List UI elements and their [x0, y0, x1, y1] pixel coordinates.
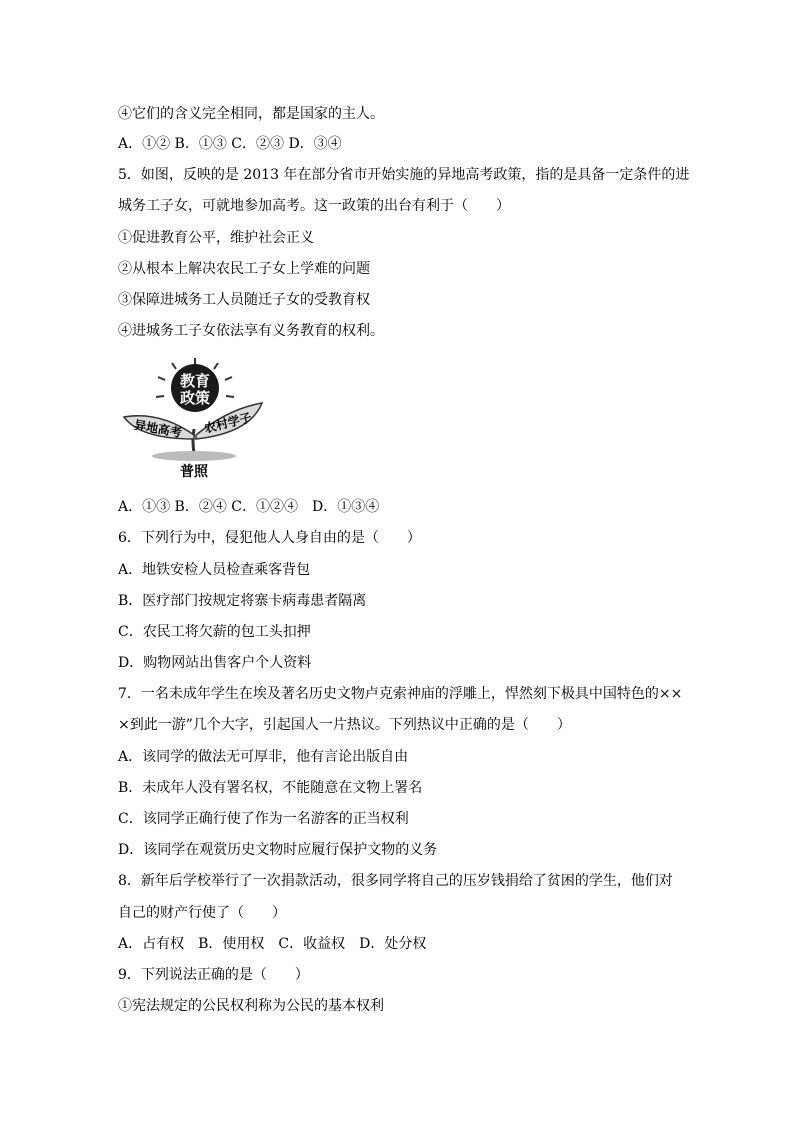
- text-line: ②从根本上解决农民工子女上学难的问题: [118, 261, 370, 277]
- text-line: 城务工子女，可就地参加高考。这一政策的出台有利于（ ）: [118, 198, 510, 214]
- ground-shadow: [152, 451, 236, 461]
- text-line: 8．新年后学校举行了一次捐款活动，很多同学将自己的压岁钱捐给了贫困的学生，他们对: [118, 873, 673, 889]
- education-policy-figure: [120, 355, 265, 480]
- text-line: 自己的财产行使了（ ）: [118, 905, 286, 921]
- figure-illustration: [120, 355, 265, 480]
- plant-stem: [193, 429, 194, 453]
- text-line: ①宪法规定的公民权利称为公民的基本权利: [118, 998, 384, 1014]
- text-line: 6．下列行为中，侵犯他人人身自由的是（ ）: [118, 530, 421, 546]
- text-line: B．医疗部门按规定将寨卡病毒患者隔离: [118, 593, 367, 609]
- text-line: D．购物网站出售客户个人资料: [118, 655, 312, 671]
- text-line: A．占有权 B．使用权 C．收益权 D．处分权: [118, 936, 427, 952]
- text-line: 7．一名未成年学生在埃及著名历史文物卢克索神庙的浮雕上，悍然刻下极具中国特色的××: [118, 686, 683, 702]
- text-line: A．①③ B．②④ C．①②④ D．①③④: [118, 499, 380, 515]
- text-line: C．该同学正确行使了作为一名游客的正当权利: [118, 811, 409, 827]
- text-line: A．①② B．①③ C．②③ D．③④: [118, 136, 342, 152]
- right-leaf-label: 农村学子: [203, 410, 253, 436]
- left-leaf-label: 异地高考: [133, 417, 183, 441]
- text-line: C．农民工将欠薪的包工头扣押: [118, 624, 311, 640]
- sun-text-line2: 政策: [179, 389, 211, 407]
- text-line: 9．下列说法正确的是（ ）: [118, 967, 309, 983]
- text-line: ④它们的含义完全相同，都是国家的主人。: [118, 106, 384, 122]
- text-line: D．该同学在观赏历史文物时应履行保护文物的义务: [118, 842, 438, 858]
- ground-label: 普照: [180, 464, 208, 480]
- text-line: ④进城务工子女依法享有义务教育的权利。: [118, 323, 384, 339]
- text-line: A．地铁安检人员检查乘客背包: [118, 562, 311, 578]
- text-line: B．未成年人没有署名权，不能随意在文物上署名: [118, 780, 423, 796]
- text-line: ①促进教育公平，维护社会正义: [118, 230, 314, 246]
- text-line: ③保障进城务工人员随迁子女的受教育权: [118, 292, 370, 308]
- sun-text-line1: 教育: [179, 372, 211, 390]
- text-line: A．该同学的做法无可厚非，他有言论出版自由: [118, 749, 409, 765]
- text-line: 5．如图，反映的是 2013 年在部分省市开始实施的异地高考政策，指的是具备一定条件的进: [118, 167, 690, 183]
- text-line: ×到此一游”几个大字，引起国人一片热议。下列热议中正确的是（ ）: [118, 717, 571, 733]
